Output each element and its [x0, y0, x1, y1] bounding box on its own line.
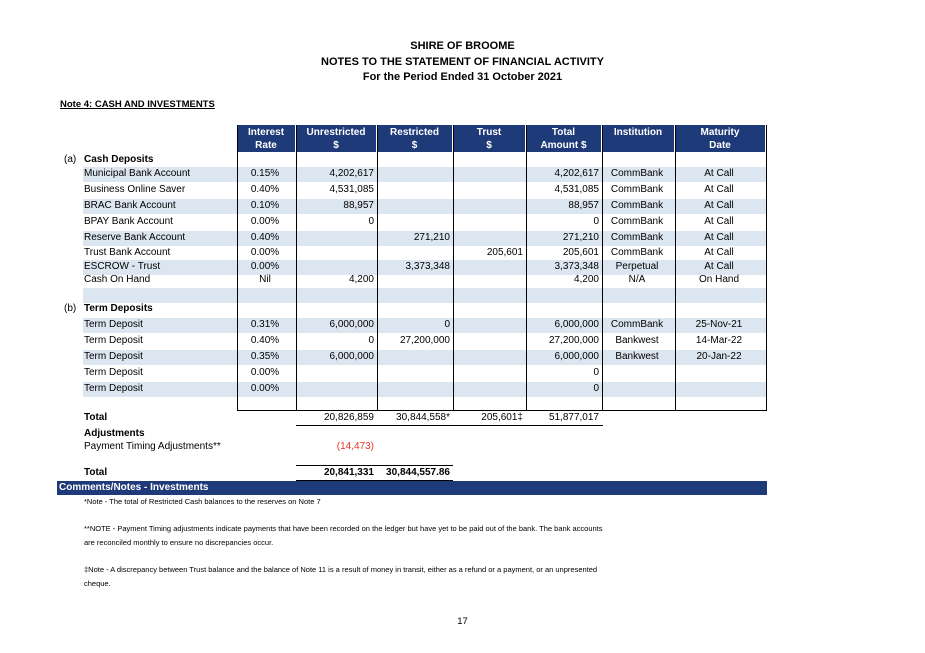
report-title: NOTES TO THE STATEMENT OF FINANCIAL ACTIVITY [321, 56, 604, 68]
cell-total: 4,531,085 [554, 184, 599, 195]
cell-total: 6,000,000 [554, 351, 599, 362]
column-divider [766, 125, 767, 411]
cell-unrestricted: 4,200 [348, 274, 374, 285]
cell-rate: 0.00% [250, 216, 280, 227]
total-trust: 205,601‡ [481, 412, 523, 423]
account-name: BPAY Bank Account [84, 216, 173, 227]
cell-total: 3,373,348 [554, 261, 599, 272]
section-b-marker: (b) [64, 303, 77, 314]
column-header-line1: Maturity [700, 127, 740, 138]
final-total-label: Total [84, 467, 108, 478]
column-header-line1: Total [551, 127, 576, 138]
cell-total: 27,200,000 [548, 335, 599, 346]
account-name: Cash On Hand [84, 274, 151, 285]
total-total: 51,877,017 [548, 412, 599, 423]
footnote-payment-timing-2: are reconciled monthly to ensure no discrepancies occur. [84, 538, 274, 547]
cell-maturity: At Call [704, 261, 734, 272]
cell-total: 4,202,617 [554, 168, 599, 179]
footnote-trust-1: ‡Note - A discrepancy between Trust balance and the balance of Note 11 is a result of money in transit, either as a refund or a payment, or an unpresented [84, 565, 598, 574]
cell-maturity: At Call [704, 200, 734, 211]
cell-total: 88,957 [568, 200, 599, 211]
cell-restricted: 27,200,000 [399, 335, 450, 346]
cell-rate: 0.35% [250, 351, 280, 362]
footnote-trust-2: cheque. [84, 579, 111, 588]
cell-total: 4,200 [573, 274, 599, 285]
cell-maturity: At Call [704, 216, 734, 227]
cell-maturity: 14-Mar-22 [695, 335, 743, 346]
column-divider [453, 125, 454, 411]
section-a-marker: (a) [64, 154, 77, 165]
cell-institution: CommBank [610, 200, 664, 211]
note-title: Note 4: CASH AND INVESTMENTS [60, 99, 215, 110]
cell-institution: Bankwest [615, 351, 659, 362]
account-name: Term Deposit [84, 383, 143, 394]
column-header [453, 125, 525, 152]
cell-institution: Perpetual [615, 261, 659, 272]
footnote-restricted: *Note - The total of Restricted Cash balances to the reserves on Note 7 [84, 497, 321, 506]
cell-restricted: 3,373,348 [405, 261, 450, 272]
cell-unrestricted: 6,000,000 [329, 351, 374, 362]
page-number: 17 [457, 616, 468, 627]
cell-total: 0 [593, 216, 599, 227]
column-header-line2: Date [709, 140, 731, 151]
cell-maturity: At Call [704, 232, 734, 243]
cell-rate: 0.40% [250, 335, 280, 346]
cell-rate: 0.00% [250, 261, 280, 272]
cell-rate: 0.00% [250, 367, 280, 378]
column-header-line1: Unrestricted [306, 127, 366, 138]
section-b-title: Term Deposits [84, 303, 153, 314]
payment-timing-label: Payment Timing Adjustments** [84, 441, 221, 452]
cell-institution: CommBank [610, 216, 664, 227]
column-header [526, 125, 601, 152]
account-name: BRAC Bank Account [84, 200, 176, 211]
cell-unrestricted: 6,000,000 [329, 319, 374, 330]
column-header-line2: $ [486, 140, 492, 151]
cell-rate: 0.40% [250, 184, 280, 195]
cell-unrestricted: 0 [368, 216, 374, 227]
cell-institution: Bankwest [615, 335, 659, 346]
cell-restricted: 0 [444, 319, 450, 330]
cell-institution: CommBank [610, 319, 664, 330]
cell-maturity: At Call [704, 184, 734, 195]
total-label: Total [84, 412, 108, 423]
cell-total: 271,210 [562, 232, 599, 243]
column-header-line1: Interest [247, 127, 285, 138]
adjustments-label: Adjustments [84, 428, 145, 439]
comments-header: Comments/Notes - Investments [57, 481, 767, 495]
total-unrestricted: 20,826,859 [323, 412, 374, 423]
cell-total: 205,601 [562, 247, 599, 258]
cell-institution: N/A [628, 274, 646, 285]
cell-rate: 0.00% [250, 247, 280, 258]
cell-trust: 205,601 [486, 247, 523, 258]
column-header-line1: Trust [476, 127, 502, 138]
cell-rate: Nil [259, 274, 271, 285]
section-a-title: Cash Deposits [84, 154, 154, 165]
cell-unrestricted: 88,957 [343, 200, 374, 211]
payment-timing-value: (14,473) [336, 441, 374, 452]
account-name: Term Deposit [84, 319, 143, 330]
cell-total: 6,000,000 [554, 319, 599, 330]
account-name: Municipal Bank Account [84, 168, 191, 179]
account-name: Term Deposit [84, 351, 143, 362]
cell-maturity: At Call [704, 247, 734, 258]
cell-institution: CommBank [610, 232, 664, 243]
account-name: Reserve Bank Account [84, 232, 186, 243]
column-header-line2: $ [333, 140, 339, 151]
cell-restricted: 271,210 [413, 232, 450, 243]
column-header-line1: Restricted [390, 127, 439, 138]
final-total-unrestricted: 20,841,331 [323, 467, 374, 478]
account-name: Business Online Saver [84, 184, 186, 195]
column-header-line2: $ [411, 140, 418, 151]
column-header-line1: Institution [613, 127, 663, 138]
row-shading [83, 382, 766, 397]
account-name: Term Deposit [84, 367, 143, 378]
cell-maturity: 20-Jan-22 [696, 351, 742, 362]
account-name: ESCROW - Trust [84, 261, 161, 272]
column-header-line2: Rate [255, 140, 277, 151]
column-header-line2: Amount $ [540, 140, 587, 151]
cell-rate: 0.40% [250, 232, 280, 243]
final-total-topline [296, 465, 453, 466]
total-border-bottom [296, 425, 603, 426]
cell-unrestricted: 0 [368, 335, 374, 346]
footnote-payment-timing-1: **NOTE - Payment Timing adjustments indicate payments that have been recorded on the ledger but have yet to be paid out of the bank. The bank accounts [84, 524, 603, 533]
cell-total: 0 [593, 383, 599, 394]
cell-unrestricted: 4,202,617 [329, 168, 374, 179]
total-restricted: 30,844,558* [396, 412, 450, 423]
cell-institution: CommBank [610, 168, 664, 179]
cell-total: 0 [593, 367, 599, 378]
final-total-restricted: 30,844,557.86 [386, 467, 450, 478]
cell-unrestricted: 4,531,085 [329, 184, 374, 195]
column-header [602, 125, 674, 152]
cell-institution: CommBank [610, 184, 664, 195]
cell-institution: CommBank [610, 247, 664, 258]
cell-maturity: At Call [704, 168, 734, 179]
org-name: SHIRE OF BROOME [410, 40, 515, 52]
account-name: Term Deposit [84, 335, 143, 346]
account-name: Trust Bank Account [84, 247, 171, 258]
cell-rate: 0.00% [250, 383, 280, 394]
column-header [296, 125, 376, 152]
cell-rate: 0.10% [250, 200, 280, 211]
column-header [675, 125, 765, 152]
report-period: For the Period Ended 31 October 2021 [362, 71, 563, 83]
cell-maturity: 25-Nov-21 [695, 319, 743, 330]
column-header [377, 125, 452, 152]
cell-rate: 0.15% [250, 168, 280, 179]
row-shading [83, 288, 766, 303]
column-header [237, 125, 295, 152]
cell-maturity: On Hand [698, 274, 740, 285]
cell-rate: 0.31% [250, 319, 280, 330]
